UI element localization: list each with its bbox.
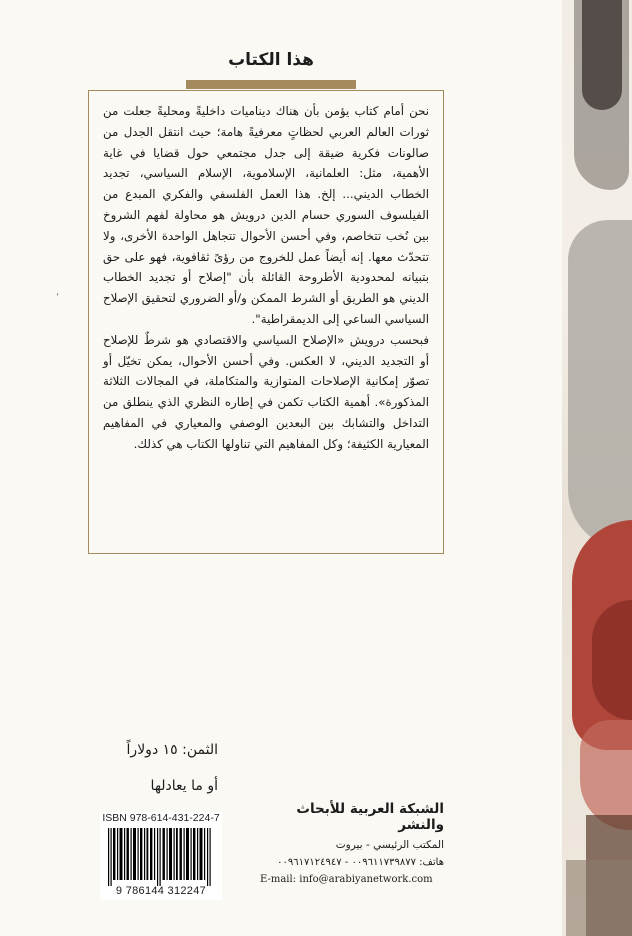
book-description-box xyxy=(88,90,444,554)
publisher-email: E-mail: info@arabiyanetwork.com xyxy=(260,874,433,885)
price-equivalent-line: أو ما يعادلها xyxy=(150,778,218,794)
publisher-block xyxy=(260,801,444,885)
isbn-digits: 9 786144 312247 xyxy=(115,885,207,897)
description-paragraph-2: فبحسب درويش «الإصلاح السياسي والاقتصادي هو شرطٌ للإصلاح أو التجديد الديني، لا العكس. وفي أحسن الأحوال، يمكن تخيّل أو تصوّر إمكانية الإصلاحات المتوازية والمتكاملة، في المجالات الثلاثة المذكورة». أهمية الكتاب تكمن في إطاره النظري الذي ينطلق من التداخل والتشابك بين البعدين الوصفي والمعياري في المفاهيم المعيارية الكثيفة؛ وكل المفاهيم التي تناولها الكتاب هي كذلك. xyxy=(103,332,429,451)
description-paragraph-1: نحن أمام كتاب يؤمن بأن هناك ديناميات داخليةً ومحليةً جعلت من ثورات العالم العربي لحظاتٍ معرفيةً هامة؛ حيث انتقل الجدل من صالونات فكرية ضيقة إلى جدل مجتمعي حول قضايا في غاية الأهمية، مثل: العلمانية، الإسلاموية، الإسلام السياسي، تجديد الخطاب الديني... إلخ. هذا العمل الفلسفي والفكري المبدع من الفيلسوف السوري حسام الدين درويش هو محاولة لفهم الشروخ بين نُخب تتخاصم، وفي أحسن الأحوال تتجاهل الواحدة الأخرى، ولا تتحدّث معها. إنه أيضاً عمل للخروج من رؤىً ثقافوية، فهو على حق بتبيانه لمحدودية الأطروحة القائلة بأن "إصلاح أو تجديد الخطاب الديني هو الطريق أو الشرط الممكن و/أو الضروري لتحقيق الإصلاح السياسي الساعي إلى الديمقراطية". xyxy=(103,104,429,326)
barcode-graphic xyxy=(106,828,216,886)
cover-artwork xyxy=(562,0,632,936)
price-block xyxy=(98,739,218,797)
print-speck: ʼ xyxy=(56,293,59,303)
isbn-label: ISBN 978-614-431-224-7 xyxy=(102,812,220,824)
section-heading: هذا الكتاب xyxy=(228,50,314,70)
publisher-phone: هاتف: ٠٠٩٦١١٧٣٩٨٧٧ - ٠٠٩٦١٧١٢٤٩٤٧ xyxy=(277,857,444,868)
price-line: الثمن: ١٥ دولاراً xyxy=(126,742,218,758)
publisher-name: الشبكة العربية للأبحاث والنشر xyxy=(296,801,444,833)
isbn-barcode-block xyxy=(100,812,222,900)
publisher-office: المكتب الرئيسي - بيروت xyxy=(335,839,444,851)
heading-underline-bar xyxy=(186,80,356,89)
